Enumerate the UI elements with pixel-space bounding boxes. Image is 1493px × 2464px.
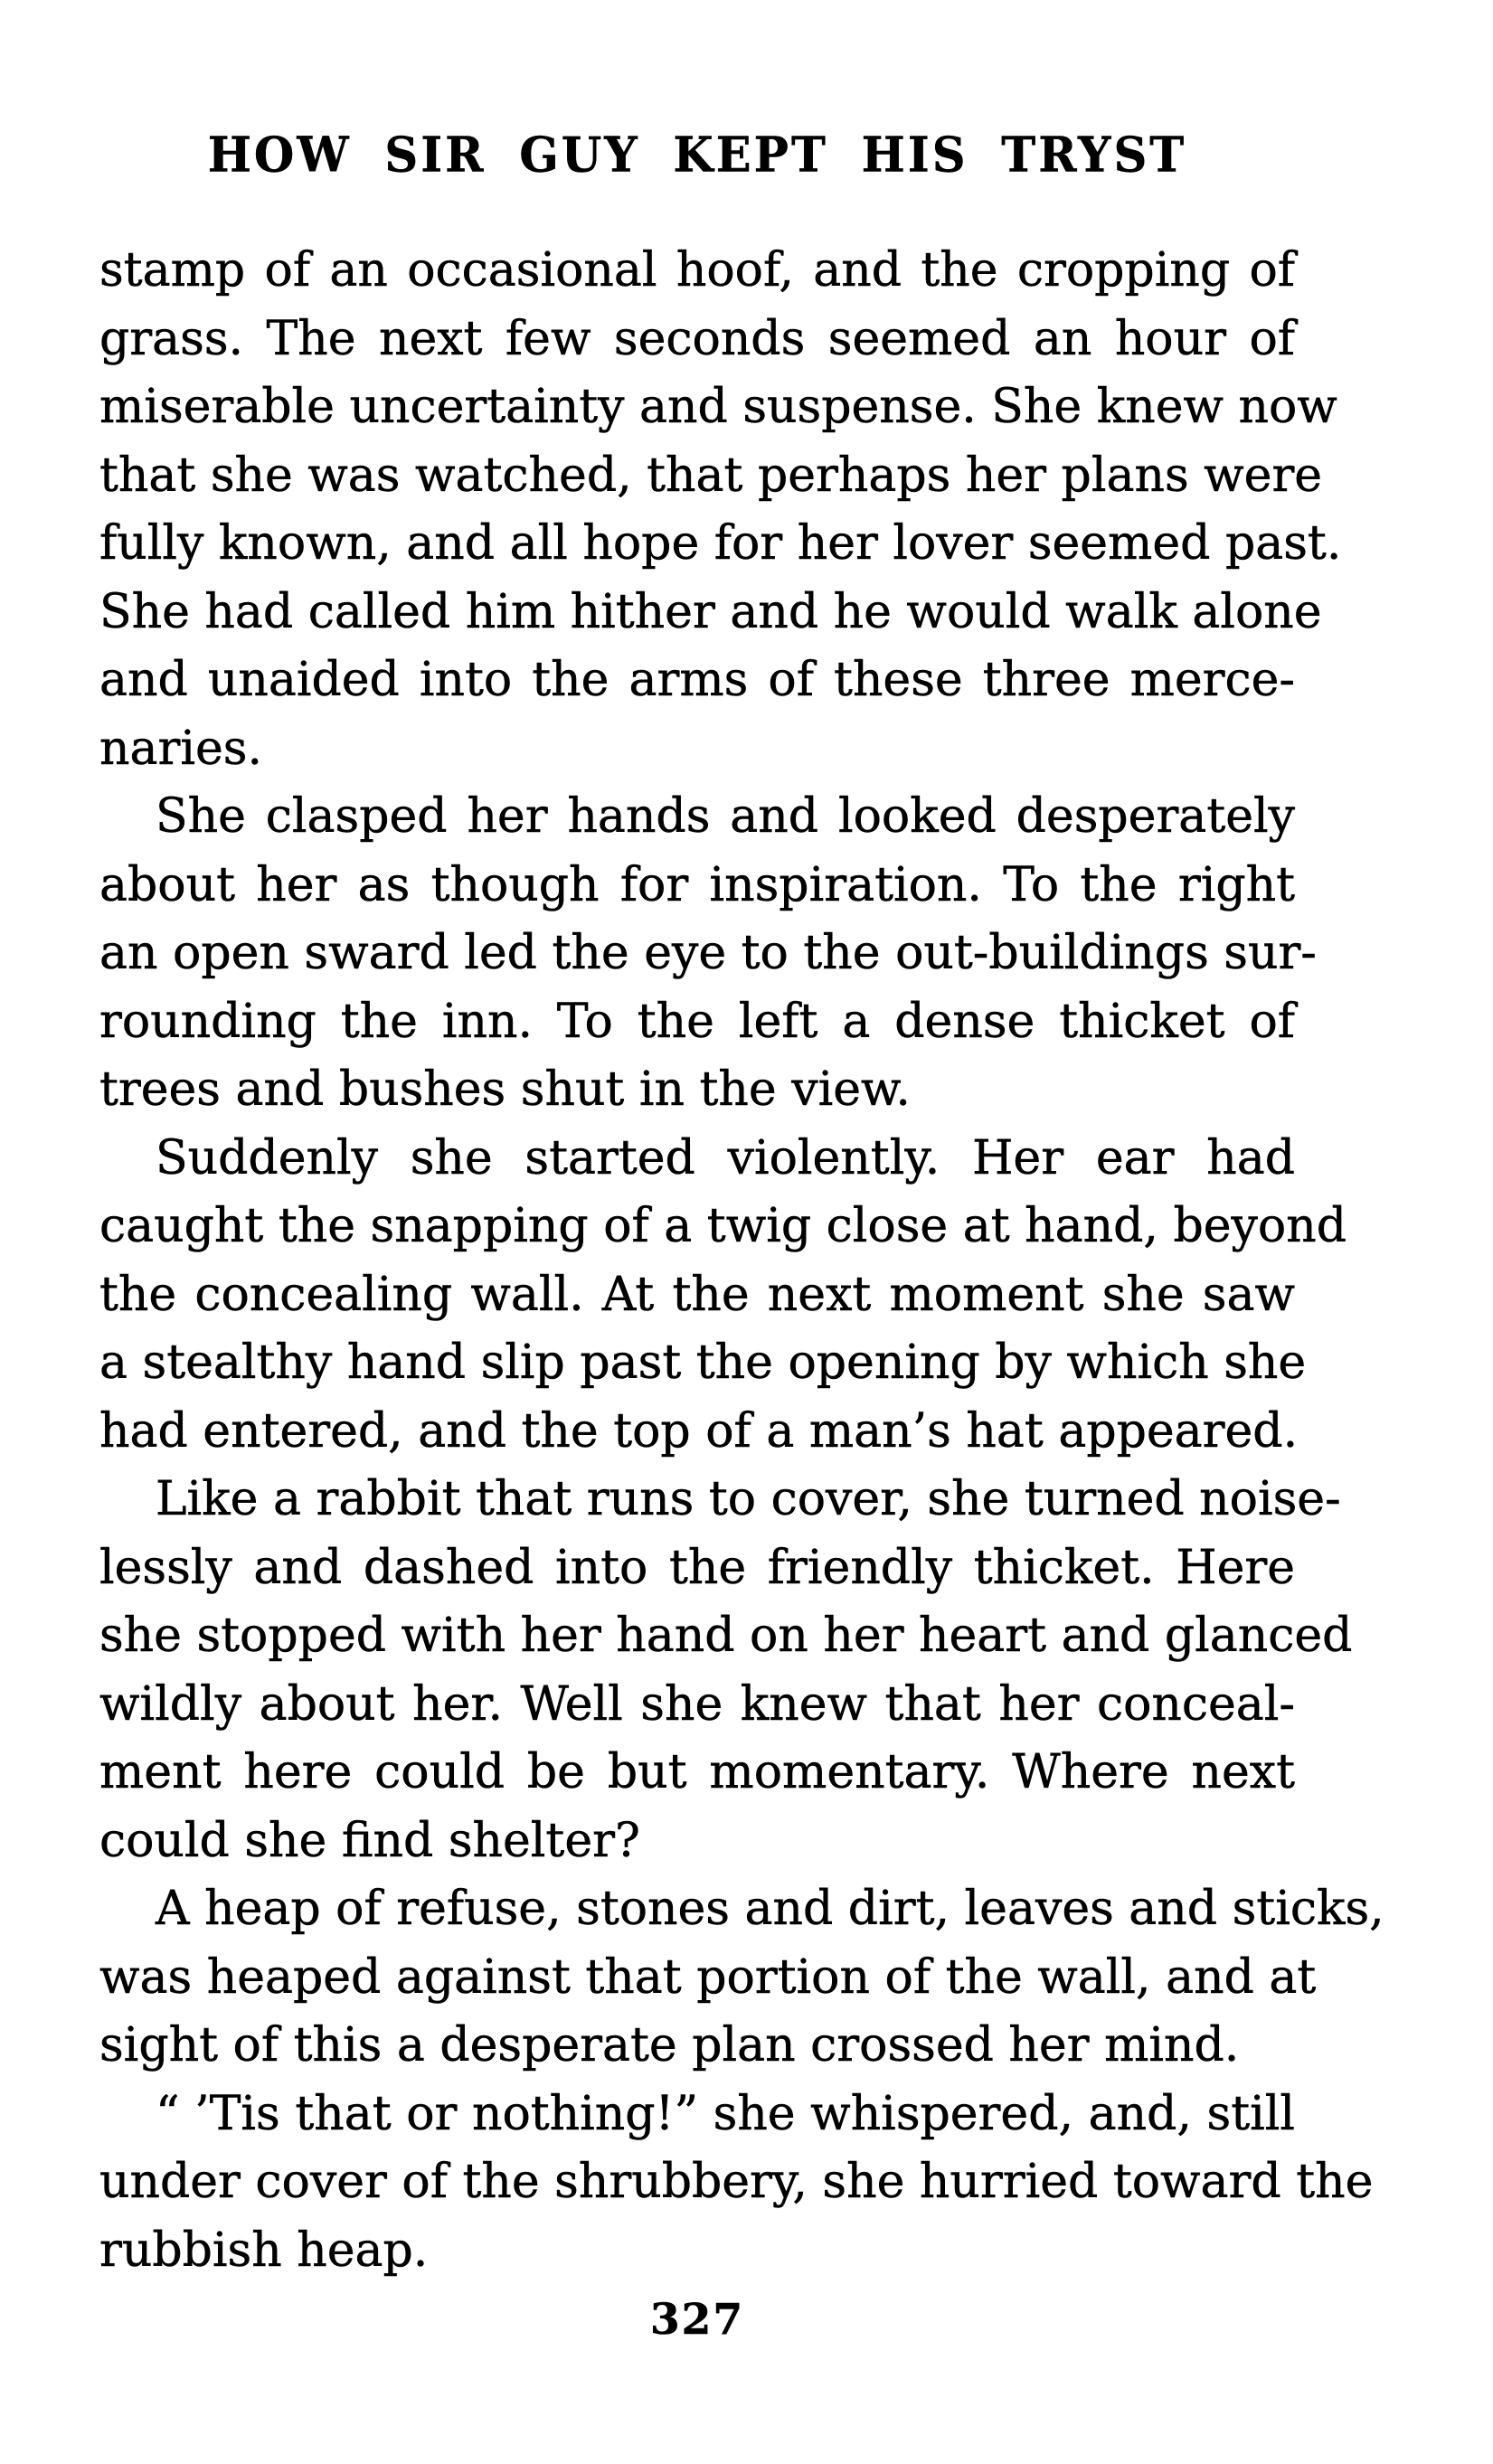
text-line: sight of this a desperate plan crossed her mind. — [99, 2018, 1240, 2072]
text-line: Suddenly she started violently. Her ear had — [156, 1130, 1295, 1185]
text-line: a stealthy hand slip past the opening by which she — [99, 1336, 1307, 1390]
text-line: naries. — [99, 721, 262, 776]
text-line: rubbish heap. — [99, 2223, 429, 2278]
page-number: 327 — [649, 2295, 745, 2345]
text-line: grass. The next few seconds seemed an hour of — [99, 311, 1295, 366]
text-line: the concealing wall. At the next moment she saw — [99, 1267, 1295, 1322]
text-line: Like a rabbit that runs to cover, she turned noise- — [156, 1472, 1341, 1526]
text-line: miserable uncertainty and suspense. She knew now — [99, 380, 1337, 434]
body-text — [99, 237, 1384, 2285]
text-line: under cover of the shrubbery, she hurried toward the — [99, 2155, 1374, 2209]
running-header: HOW SIR GUY KEPT HIS TRYST — [207, 127, 1187, 184]
text-line: was heaped against that portion of the wall, and at — [99, 1949, 1317, 2005]
text-line: She had called him hither and he would walk alone — [99, 584, 1322, 639]
text-line: trees and bushes shut in the view. — [99, 1062, 911, 1117]
text-line: ment here could be but momentary. Where next — [99, 1745, 1295, 1799]
text-line: that she was watched, that perhaps her plans were — [99, 448, 1323, 503]
text-line: A heap of refuse, stones and dirt, leaves and sticks, — [156, 1882, 1384, 1936]
text-line: could she find shelter? — [99, 1813, 640, 1868]
text-line: an open sward led the eye to the out-buildings sur- — [99, 926, 1317, 980]
text-line: wildly about her. Well she knew that her conceal- — [99, 1676, 1295, 1732]
text-line: stamp of an occasional hoof, and the cropping of — [99, 243, 1295, 297]
text-line: “ ’Tis that or nothing!” she whispered, and, still — [156, 2086, 1295, 2141]
text-line: she stopped with her hand on her heart and glanced — [99, 1609, 1353, 1663]
text-line: about her as though for inspiration. To the right — [99, 857, 1295, 912]
text-line: rounding the inn. To the left a dense thicket of — [99, 994, 1295, 1049]
text-line: fully known, and all hope for her lover seemed past. — [99, 516, 1342, 571]
text-line: She clasped her hands and looked desperately — [156, 789, 1295, 844]
text-line: lessly and dashed into the friendly thicket. Here — [99, 1540, 1295, 1595]
text-line: caught the snapping of a twig close at hand, beyond — [99, 1199, 1347, 1253]
text-line: and unaided into the arms of these three merce- — [99, 653, 1295, 707]
text-line: had entered, and the top of a man’s hat appeared. — [99, 1403, 1299, 1459]
